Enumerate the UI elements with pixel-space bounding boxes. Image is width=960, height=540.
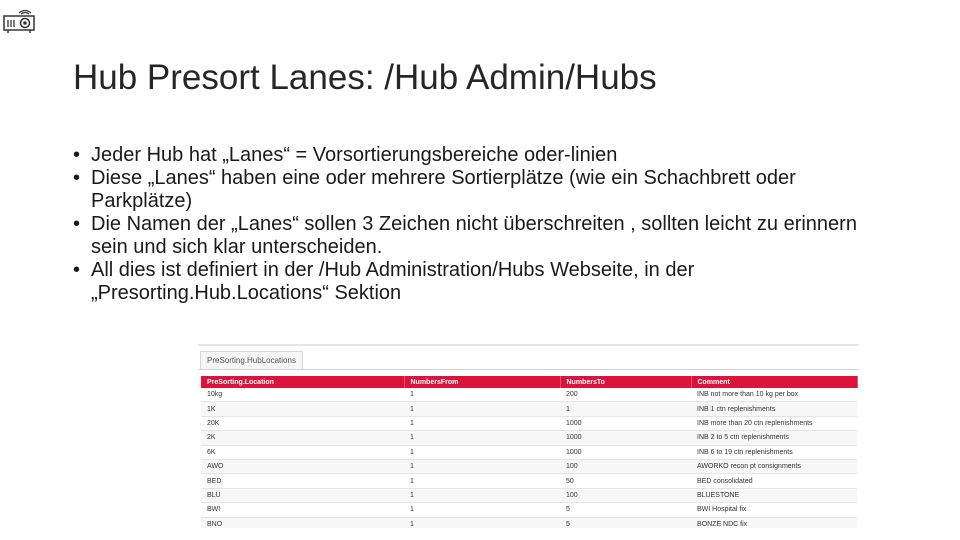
- bullet-dot: •: [73, 259, 81, 281]
- table-cell: INB more than 20 ctn replenishments: [691, 416, 857, 430]
- table-cell: BONZE NDC fix: [691, 517, 857, 528]
- table-cell: 2K: [201, 431, 404, 445]
- table-cell: 1: [404, 503, 560, 517]
- column-header[interactable]: Comment: [691, 376, 857, 388]
- table-cell: 1: [404, 517, 560, 528]
- table-cell: 100: [560, 488, 691, 502]
- table-cell: 1: [404, 402, 560, 416]
- table-cell: BED consolidated: [691, 474, 857, 488]
- table-row[interactable]: [201, 503, 857, 517]
- table-cell: BNO: [201, 517, 404, 528]
- bullet-text: Jeder Hub hat „Lanes“ = Vorsortierungsbereiche oder-linien: [91, 144, 618, 166]
- table-cell: 5: [560, 503, 691, 517]
- projector-icon: [2, 4, 38, 34]
- table-cell: 10kg: [201, 388, 404, 402]
- bullet-item: [73, 167, 893, 213]
- table-cell: 1: [404, 459, 560, 473]
- table-cell: 200: [560, 388, 691, 402]
- bullet-dot: •: [73, 167, 81, 189]
- table-row[interactable]: [201, 388, 857, 402]
- table-cell: INB 6 to 19 ctn replenishments: [691, 445, 857, 459]
- presort-locations-table: [201, 376, 858, 528]
- table-cell: AWO: [201, 459, 404, 473]
- divider: [198, 369, 859, 370]
- table-cell: 1: [404, 388, 560, 402]
- table-row[interactable]: [201, 416, 857, 430]
- table-cell: BWI: [201, 503, 404, 517]
- column-header[interactable]: PreSorting.Location: [201, 376, 404, 388]
- table-cell: 50: [560, 474, 691, 488]
- bullet-dot: •: [73, 213, 81, 235]
- table-cell: 1: [404, 445, 560, 459]
- table-cell: 1: [404, 431, 560, 445]
- table-cell: INB 1 ctn replenishments: [691, 402, 857, 416]
- table-row[interactable]: [201, 517, 857, 528]
- bullet-list: [73, 144, 893, 305]
- table-cell: 20K: [201, 416, 404, 430]
- table-cell: AWORKO recon pt consignments: [691, 459, 857, 473]
- table-cell: 100: [560, 459, 691, 473]
- table-cell: 1000: [560, 431, 691, 445]
- table-cell: 1: [404, 474, 560, 488]
- bullet-dot: •: [73, 144, 81, 166]
- divider: [198, 344, 859, 346]
- table-cell: BED: [201, 474, 404, 488]
- bullet-text: Die Namen der „Lanes“ sollen 3 Zeichen nicht überschreiten , sollten leicht zu erinnern sein und sich klar unterscheiden.: [91, 213, 857, 258]
- table-cell: 5: [560, 517, 691, 528]
- table-row[interactable]: [201, 445, 857, 459]
- table-row[interactable]: [201, 488, 857, 502]
- bullet-item: [73, 259, 893, 305]
- table-cell: 1000: [560, 445, 691, 459]
- column-header[interactable]: NumbersTo: [560, 376, 691, 388]
- bullet-text: Diese „Lanes“ haben eine oder mehrere Sortierplätze (wie ein Schachbrett oder Parkplätze): [91, 167, 796, 212]
- table-cell: BLUESTONE: [691, 488, 857, 502]
- table-cell: BLU: [201, 488, 404, 502]
- bullet-item: [73, 144, 893, 167]
- table-cell: 6K: [201, 445, 404, 459]
- column-header[interactable]: NumbersFrom: [404, 376, 560, 388]
- table-cell: 1: [560, 402, 691, 416]
- table-row[interactable]: [201, 431, 857, 445]
- table-cell: 1000: [560, 416, 691, 430]
- table-row[interactable]: [201, 402, 857, 416]
- table-cell: INB not more than 10 kg per box: [691, 388, 857, 402]
- table-cell: BWI Hospital fix: [691, 503, 857, 517]
- slide-title: Hub Presort Lanes: /Hub Admin/Hubs: [73, 58, 657, 97]
- bullet-text: All dies ist definiert in der /Hub Administration/Hubs Webseite, in der „Presorting.Hub.Locations“ Sektion: [91, 259, 695, 304]
- embedded-screenshot: [198, 344, 859, 528]
- table-row[interactable]: [201, 474, 857, 488]
- table-cell: 1K: [201, 402, 404, 416]
- bullet-item: [73, 213, 893, 259]
- table-row[interactable]: [201, 459, 857, 473]
- table-header-row: [201, 376, 857, 388]
- table-cell: 1: [404, 488, 560, 502]
- table-cell: 1: [404, 416, 560, 430]
- table-cell: INB 2 to 5 ctn replenishments: [691, 431, 857, 445]
- tab-presorting-hub-locations[interactable]: PreSorting.HubLocations: [200, 351, 303, 370]
